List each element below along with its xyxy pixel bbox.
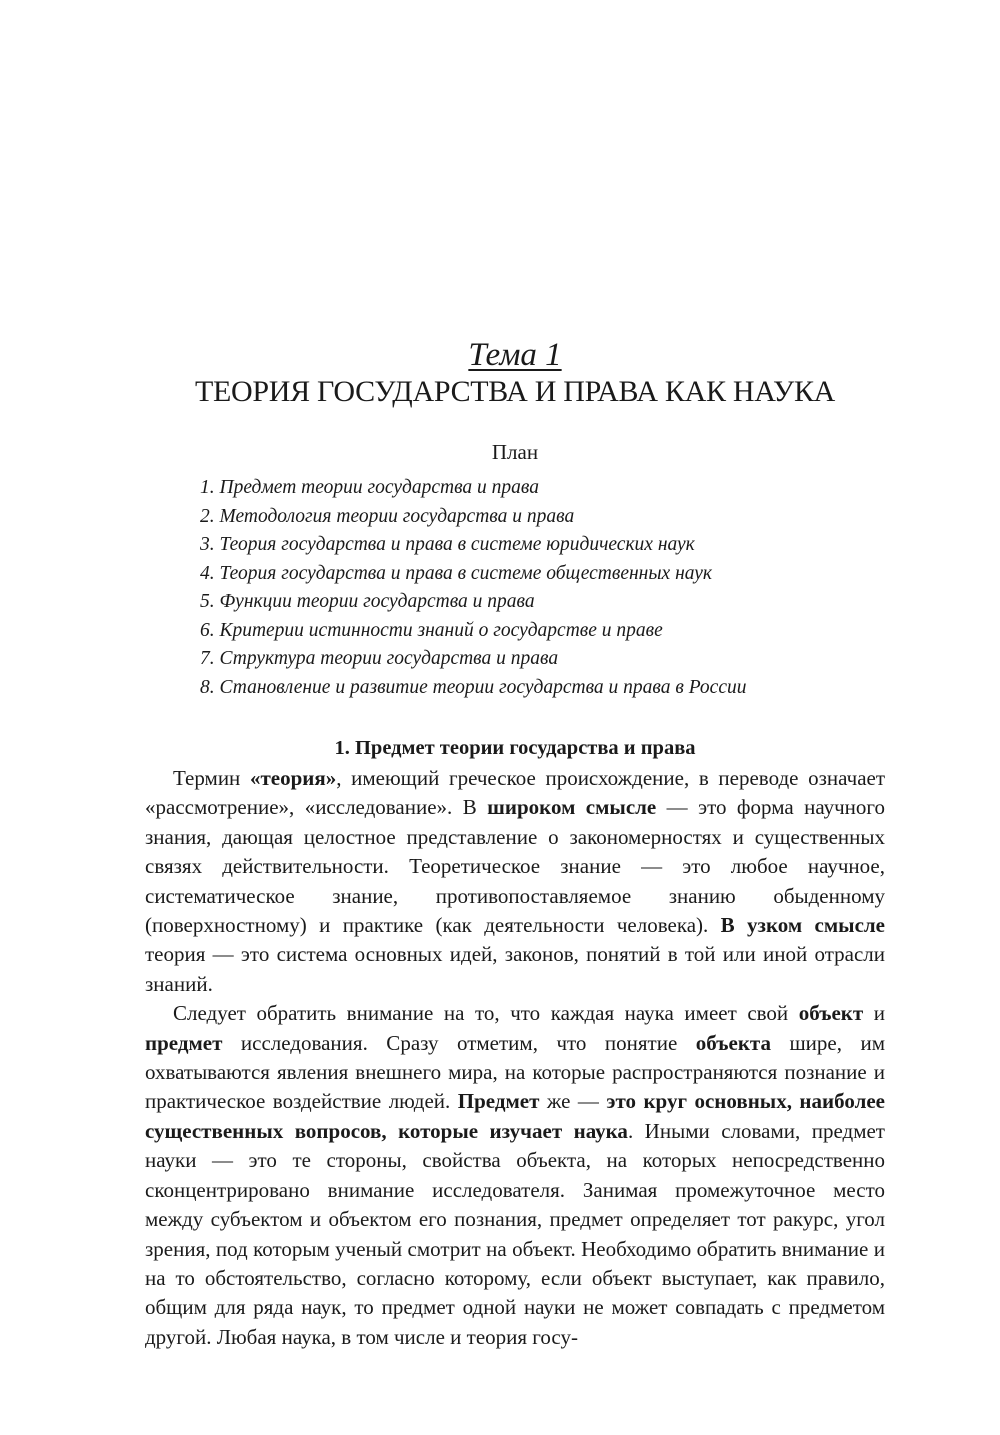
chapter-title: ТЕОРИЯ ГОСУДАРСТВА И ПРАВА КАК НАУКА <box>194 375 836 408</box>
paragraph-text: — это форма научного знания, дающая целостное представление о закономерностях и существенных связях действительности. Теоретическое знание — это любое научное, систематическое знание, противопоставляемое знанию обыденному (поверхностному) и практике (как деятельности человека). <box>145 795 885 938</box>
document-page <box>145 0 885 1435</box>
paragraph-text: и <box>863 1001 885 1026</box>
paragraph-1 <box>145 764 885 999</box>
paragraph-text: же — <box>539 1089 607 1114</box>
plan-item: 5. Функции теории государства и права <box>200 591 535 612</box>
plan-list <box>200 474 880 702</box>
plan-heading: План <box>491 440 539 464</box>
topic-label-text: Тема 1 <box>468 337 562 373</box>
body-text <box>145 764 885 1352</box>
paragraph-text: теория — это система основных идей, законов, понятий в той или иной отрасли знаний. <box>145 942 885 996</box>
topic-label <box>145 335 885 375</box>
paragraph-text: . Иными словами, предмет науки — это те стороны, свойства объекта, на которых непосредственно сконцентрировано внимание исследователя. Занимая промежуточное место между субъектом и объектом его познания, предмет определяет тот ракурс, угол зрения, под которым ученый смотрит на объект. Необходимо обратить внимание и на то обстоятельство, согласно которому, если объект выступает, как правило, общим для ряда наук, то предмет одной науки не может совпадать с предметом другой. Любая наука, в том числе и теория госу- <box>145 1118 885 1349</box>
plan-item: 4. Теория государства и права в системе общественных наук <box>200 562 713 584</box>
subject-definition: это круг основных, наиболее существенных вопросов, которые изучает наука <box>145 1089 885 1143</box>
paragraph-text: Термин <box>173 766 250 790</box>
paragraph-text: Следует обратить внимание на то, что каждая наука имеет свой <box>173 1001 799 1026</box>
term-object: объект <box>798 1001 864 1026</box>
plan-item: 8. Становление и развитие теории государства и права в России <box>200 676 747 698</box>
term-broad-sense: широком смысле <box>487 795 657 820</box>
term-subject: предмет <box>145 1030 223 1055</box>
section-heading: 1. Предмет теории государства и права <box>334 737 696 759</box>
paragraph-text: шире, им охватываются явления внешнего мира, на которые распространяются познание и практическое воздействие людей. <box>145 1030 885 1114</box>
term-object-2: объекта <box>695 1030 771 1055</box>
term-subject-2: Предмет <box>457 1089 540 1114</box>
plan-item: 6. Критерии истинности знаний о государстве и праве <box>200 619 663 641</box>
plan-item: 1. Предмет теории государства и права <box>200 477 540 498</box>
plan-item: 7. Структура теории государства и права <box>200 648 559 669</box>
plan-item: 2. Методология теории государства и права <box>200 505 575 527</box>
paragraph-2 <box>145 999 885 1352</box>
term-theory: «теория» <box>249 766 337 790</box>
paragraph-text: , имеющий греческое происхождение, в переводе означает «рассмотрение», «исследование». В <box>145 766 886 820</box>
plan-item: 3. Теория государства и права в системе юридических наук <box>200 534 695 555</box>
paragraph-text: исследования. Сразу отметим, что понятие <box>222 1030 696 1055</box>
term-narrow-sense: В узком смысле <box>720 913 885 938</box>
